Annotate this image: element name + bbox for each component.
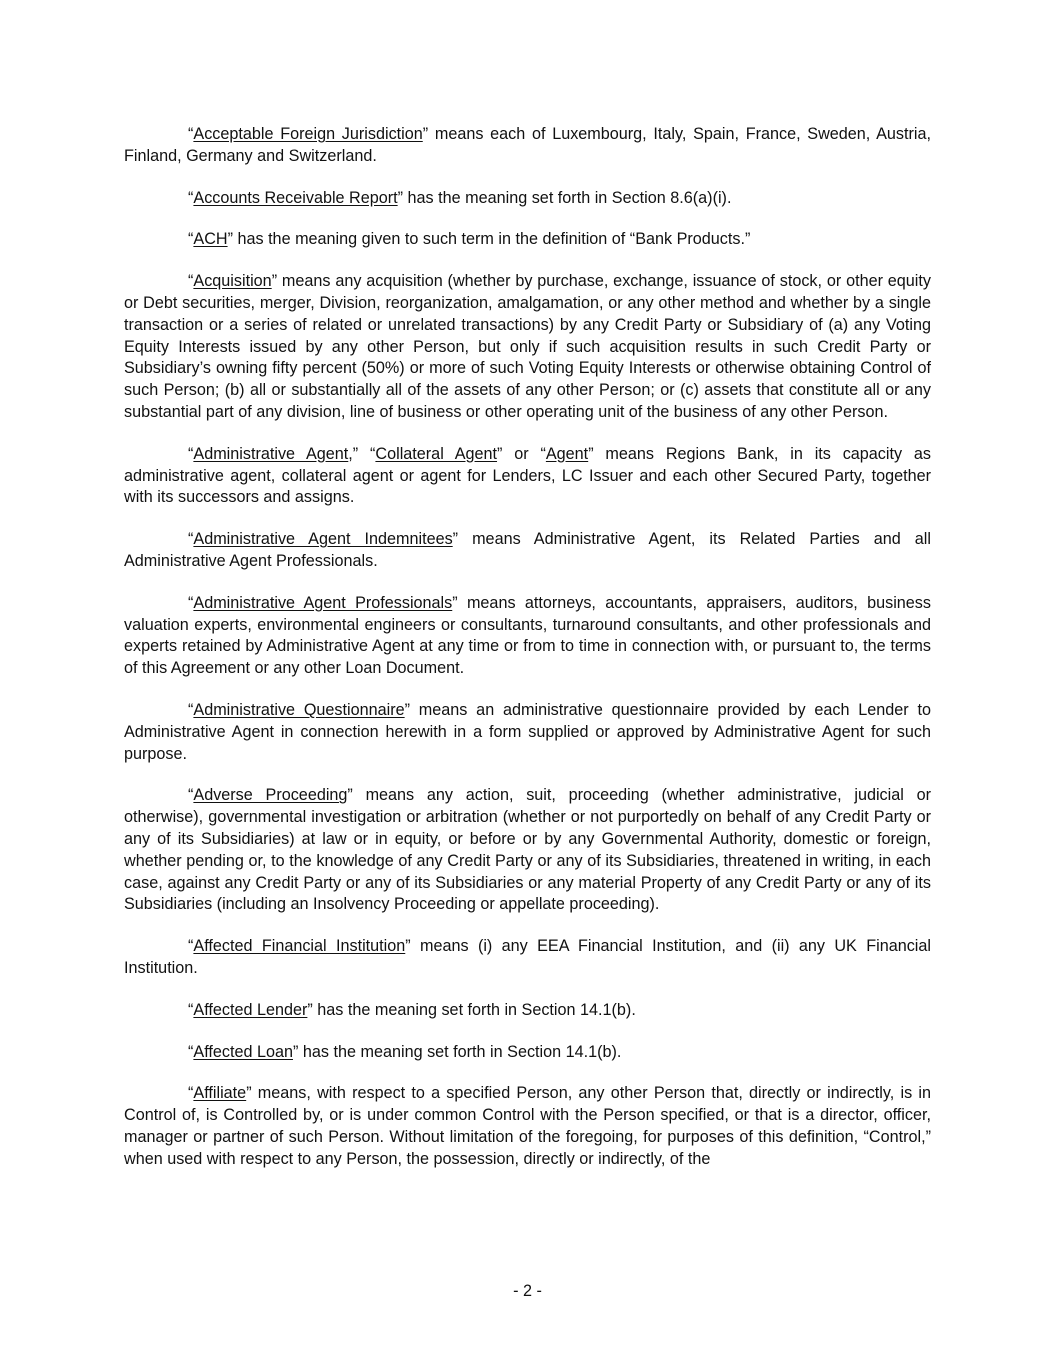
definition-text: has the meaning set forth in Section 14.1(b). — [298, 1042, 622, 1061]
definition-paragraph: “Administrative Questionnaire” means an administrative questionnaire provided by each Lender to Administrative Agent in connection herewith in a form supplied or approved by Administrative Agent for such purpose. — [124, 700, 931, 763]
definition-paragraph: “Accounts Receivable Report” has the meaning set forth in Section 8.6(a)(i). — [188, 188, 732, 207]
defined-term: Administrative Agent Professionals — [193, 593, 453, 612]
defined-term: Administrative Agent — [193, 444, 349, 463]
defined-term: Administrative Questionnaire — [193, 700, 405, 719]
defined-term: Acceptable Foreign Jurisdiction — [193, 125, 423, 143]
definition-text: means any acquisition (whether by purchase, exchange, issuance of stock, or other equity or Debt securities, merger, Division, reorganization, amalgamation, or any other method and whether by a single transaction or a series of related or unrelated transactions) by any Credit Party or Subsidiary of (a) any Voting Equity Interests issued by any other Person, but only if such acquisition results in such Credit Party or Subsidiary’s owning fifty percent (50%) or more of such Voting Equity Interests or otherwise obtaining Control of such Person; (b) all or substantially all of the assets of any other Person; or (c) assets that constitute all or any substantial part of any division, line of business or other operating unit of the business of any other Person. — [124, 272, 931, 421]
definition-text: means an administrative questionnaire provided by each Lender to Administrative Agent in connection herewith in a form supplied or approved by Administrative Agent for such purpose. — [124, 700, 931, 763]
defined-term: Acquisition — [193, 272, 272, 291]
definition-text: has the meaning set forth in Section 8.6(a)(i). — [403, 188, 732, 207]
defined-term: Collateral Agent — [375, 444, 498, 463]
definition-paragraph: “Affiliate” means, with respect to a specified Person, any other Person that, directly or indirectly, is in Control of, is Controlled by, or is under common Control with the Person specified, or that is a director, officer, manager or partner of such Person. Without limitation of the foregoing, for purposes of this definition, “Control,” when used with respect to any Person, the possession, directly or indirectly, of the — [124, 1084, 931, 1168]
defined-term: Adverse Proceeding — [193, 786, 348, 805]
defined-term: Affected Lender — [193, 1000, 308, 1019]
definition-paragraph: “Affected Financial Institution” means (i) any EEA Financial Institution, and (ii) any UK Financial Institution. — [124, 937, 931, 977]
definition-paragraph: “Administrative Agent Professionals” means attorneys, accountants, appraisers, auditors, business valuation experts, environmental engineers or consultants, turnaround consultants, and other professionals and experts retained by Administrative Agent at any time or from to time in connection with, or pursuant to, the terms of this Agreement or any other Loan Document. — [124, 593, 931, 678]
definition-text: means any action, suit, proceeding (whether administrative, judicial or otherwise), governmental investigation or arbitration (whether or not purportedly on behalf of any Credit Party or any of its Subsidiaries) at law or in equity, or before or by any Governmental Authority, domestic or foreign, whether pending or, to the knowledge of any Credit Party or any of its Subsidiaries, threatened in writing, in each case, against any Credit Party or any of its Subsidiaries or any material Property of any Credit Party or any of its Subsidiaries (including an Insolvency Proceeding or appellate proceeding). — [124, 786, 931, 914]
definition-paragraph: “Administrative Agent,” “Collateral Agent” or “Agent” means Regions Bank, in its capacity as administrative agent, collateral agent or agent for Lenders, LC Issuer and each other Secured Party, together with its successors and assigns. — [124, 444, 932, 507]
definition-paragraph: “ACH” has the meaning given to such term in the definition of “Bank Products.” — [188, 230, 751, 249]
definition-paragraph: “Acceptable Foreign Jurisdiction” means each of Luxembourg, Italy, Spain, France, Sweden, Austria, Finland, Germany and Switzerland. — [124, 125, 931, 165]
definition-text: means Regions Bank, in its capacity as administrative agent, collateral agent or agent for Lenders, LC Issuer and each other Secured Party, together with its successors and assigns. — [124, 444, 932, 507]
page-number: - 2 - — [513, 1282, 542, 1300]
definition-text: has the meaning set forth in Section 14.1(b). — [312, 1000, 636, 1019]
definition-text: has the meaning given to such term in the definition of “Bank Products.” — [232, 230, 751, 249]
document-page — [124, 124, 931, 1190]
definition-paragraph: “Acquisition” means any acquisition (whether by purchase, exchange, issuance of stock, or other equity or Debt securities, merger, Division, reorganization, amalgamation, or any other method and whether by a single transaction or a series of related or unrelated transactions) by any Credit Party or Subsidiary of (a) any Voting Equity Interests issued by any other Person, but only if such acquisition results in such Credit Party or Subsidiary’s owning fifty percent (50%) or more of such Voting Equity Interests or otherwise obtaining Control of such Person; (b) all or substantially all of the assets of any other Person; or (c) assets that constitute all or any substantial part of any division, line of business or other operating unit of the business of any other Person. — [124, 272, 931, 421]
definition-text: means Administrative Agent, its Related Parties and all Administrative Agent Professionals. — [124, 530, 931, 570]
definition-text: means, with respect to a specified Person, any other Person that, directly or indirectly, is in Control of, is Controlled by, or is under common Control with the Person specified, or that is a director, officer, manager or partner of such Person. Without limitation of the foregoing, for purposes of this definition, “Control,” when used with respect to any Person, the possession, directly or indirectly, of the — [124, 1084, 931, 1168]
defined-term: Affected Financial Institution — [193, 937, 406, 956]
defined-term: Agent — [545, 444, 589, 463]
defined-term: Affected Loan — [193, 1042, 293, 1061]
definition-paragraph: “Affected Loan” has the meaning set forth in Section 14.1(b). — [188, 1042, 622, 1061]
defined-term: Accounts Receivable Report — [193, 188, 398, 207]
definition-paragraph: “Adverse Proceeding” means any action, suit, proceeding (whether administrative, judicial or otherwise), governmental investigation or arbitration (whether or not purportedly on behalf of any Credit Party or any of its Subsidiaries) at law or in equity, or before or by any Governmental Authority, domestic or foreign, whether pending or, to the knowledge of any Credit Party or any of its Subsidiaries, threatened in writing, in each case, against any Credit Party or any of its Subsidiaries or any material Property of any Credit Party or any of its Subsidiaries (including an Insolvency Proceeding or appellate proceeding). — [124, 786, 931, 914]
definition-paragraph: “Affected Lender” has the meaning set forth in Section 14.1(b). — [188, 1000, 636, 1019]
defined-term: ACH — [193, 230, 228, 249]
definition-text: means each of Luxembourg, Italy, Spain, France, Sweden, Austria, Finland, Germany and Switzerland. — [124, 125, 931, 165]
definition-text: means attorneys, accountants, appraisers, auditors, business valuation experts, environmental engineers or consultants, turnaround consultants, and other professionals and experts retained by Administrative Agent at any time or from to time in connection with, or pursuant to, the terms of this Agreement or any other Loan Document. — [124, 593, 931, 678]
definition-paragraph: “Administrative Agent Indemnitees” means Administrative Agent, its Related Parties and all Administrative Agent Professionals. — [124, 530, 931, 570]
defined-term: Affiliate — [193, 1084, 247, 1103]
defined-term: Administrative Agent Indemnitees — [193, 530, 453, 549]
definition-text: means (i) any EEA Financial Institution, and (ii) any UK Financial Institution. — [124, 937, 931, 977]
